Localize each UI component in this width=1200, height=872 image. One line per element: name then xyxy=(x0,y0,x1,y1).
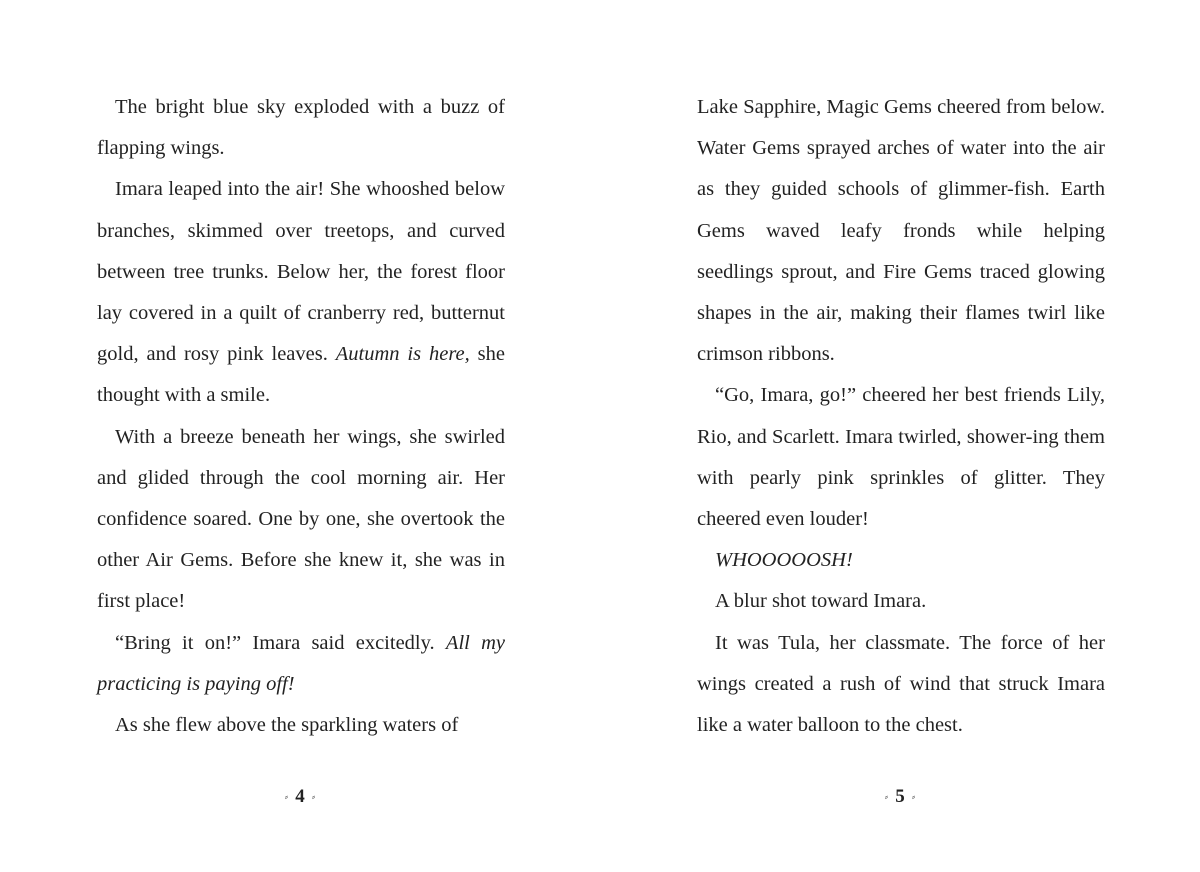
page-number-left xyxy=(240,786,360,808)
page-number-right xyxy=(840,786,960,808)
text-run: “Bring it on!” Imara said excitedly. xyxy=(115,631,446,654)
paragraph xyxy=(97,623,505,705)
text-run: The bright blue sky exploded with a buzz of flapping wings. xyxy=(97,96,505,160)
ornament-right-icon: ⸗ xyxy=(311,790,316,803)
text-run: A blur shot toward Imara. xyxy=(715,590,927,613)
ornament-left-icon: ⸗ xyxy=(284,790,289,803)
italic-text-run: Autumn is here, xyxy=(335,343,470,366)
italic-text-run: WHOOOOOSH! xyxy=(715,549,853,572)
paragraph xyxy=(97,417,505,623)
left-page-text xyxy=(97,87,505,746)
paragraph xyxy=(97,169,505,416)
paragraph xyxy=(697,623,1105,747)
ornament-right-icon: ⸗ xyxy=(911,790,916,803)
text-run: Imara leaped into the air! She whooshed below branches, skimmed over treetops, and curved between tree trunks. Below her, the forest floor lay covered in a quilt of cranberry red, butternut gold, and rosy pink leaves. xyxy=(97,178,505,366)
page-number-right-value: 5 xyxy=(895,786,905,807)
paragraph xyxy=(697,581,1105,622)
paragraph xyxy=(697,375,1105,540)
paragraph xyxy=(697,87,1105,375)
italic-text-run: All my practicing is paying off! xyxy=(97,631,505,695)
text-run: As she flew above the sparkling waters of xyxy=(115,714,459,737)
paragraph xyxy=(97,87,505,169)
text-run: With a breeze beneath her wings, she swirled and glided through the cool morning air. Her confidence soared. One by one, she overtook the other Air Gems. Before she knew it, she was in first place! xyxy=(97,425,505,613)
text-run: “Go, Imara, go!” cheered her best friends Lily, Rio, and Scarlett. Imara twirled, shower-ing them with pearly pink sprinkles of glitter. They cheered even louder! xyxy=(697,384,1105,531)
right-page-text xyxy=(697,87,1105,746)
paragraph xyxy=(697,540,1105,581)
ornament-left-icon: ⸗ xyxy=(884,790,889,803)
text-run: she thought with a smile. xyxy=(97,343,506,407)
page-number-left-value: 4 xyxy=(295,786,305,807)
text-run: It was Tula, her classmate. The force of her wings created a rush of wind that struck Imara like a water balloon to the chest. xyxy=(697,631,1105,737)
text-run: Lake Sapphire, Magic Gems cheered from below. Water Gems sprayed arches of water into the air as they guided schools of glimmer-fish. Earth Gems waved leafy fronds while helping seedlings sprout, and Fire Gems traced glowing shapes in the air, making their flames twirl like crimson ribbons. xyxy=(697,96,1105,366)
paragraph xyxy=(97,705,505,746)
